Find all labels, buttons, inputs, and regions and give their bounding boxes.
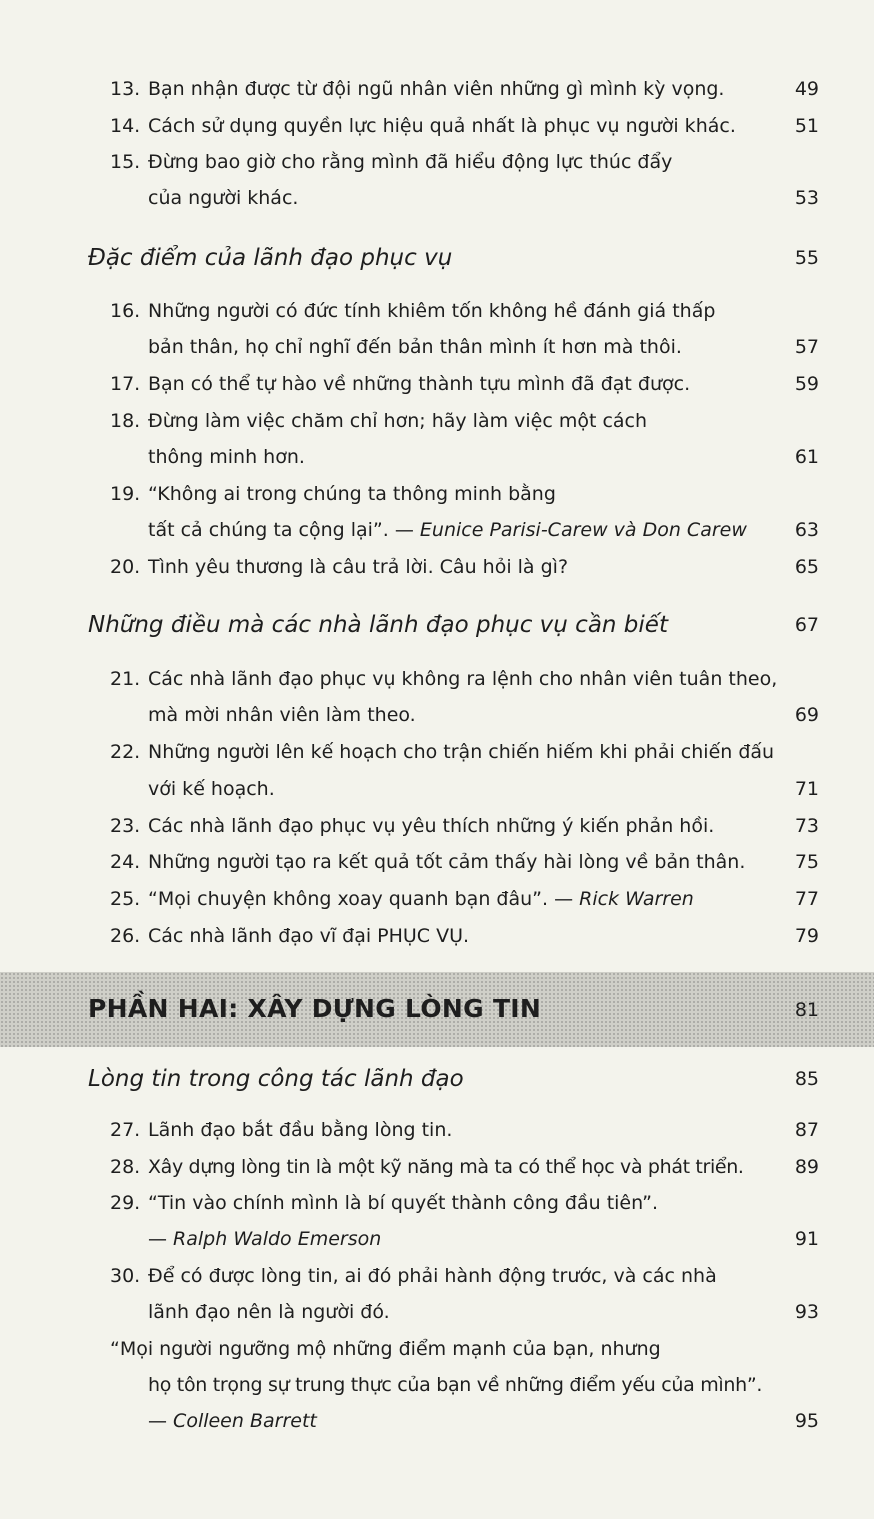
section-title: Lòng tin trong công tác lãnh đạo — [88, 1066, 464, 1092]
entry-page: 73 — [794, 815, 819, 837]
entry-text: Những người lên kế hoạch cho trận chiến hiếm khi phải chiến đấu — [148, 741, 775, 763]
toc-entry-22-cont — [0, 774, 874, 804]
entry-page: 51 — [794, 115, 819, 137]
entry-text: Bạn có thể tự hào về những thành tựu mình đã đạt được. — [148, 373, 691, 395]
entry-text: Xây dựng lòng tin là một kỹ năng mà ta có thể học và phát triển. — [148, 1156, 744, 1178]
entry-number: 23. — [110, 815, 141, 837]
section-title: Đặc điểm của lãnh đạo phục vụ — [88, 245, 453, 271]
entry-number: 19. — [110, 483, 141, 505]
toc-entry-25 — [0, 884, 874, 914]
toc-entry-18-cont — [0, 442, 874, 472]
quote-line-2: họ tôn trọng sự trung thực của bạn về những điểm yếu của mình”. — [148, 1374, 763, 1396]
entry-attribution: Rick Warren — [579, 888, 694, 910]
section-heading — [0, 608, 874, 642]
entry-text: “Tin vào chính mình là bí quyết thành công đầu tiên”. — [148, 1192, 659, 1214]
entry-text: Các nhà lãnh đạo phục vụ không ra lệnh cho nhân viên tuân theo, — [148, 668, 778, 690]
entry-text: Cách sử dụng quyền lực hiệu quả nhất là phục vụ người khác. — [148, 115, 736, 137]
entry-number: 27. — [110, 1119, 141, 1141]
entry-text: mà mời nhân viên làm theo. — [148, 704, 416, 726]
quote-attribution-line — [0, 1406, 874, 1436]
entry-text: “Không ai trong chúng ta thông minh bằng — [148, 483, 556, 505]
toc-entry-21 — [0, 664, 874, 694]
entry-number: 28. — [110, 1156, 141, 1178]
quote-dash: — — [148, 1410, 167, 1432]
entry-page: 91 — [794, 1228, 819, 1250]
entry-text: thông minh hơn. — [148, 446, 305, 468]
entry-text: lãnh đạo nên là người đó. — [148, 1301, 390, 1323]
toc-entry-14 — [0, 111, 874, 141]
entry-text: “Mọi chuyện không xoay quanh bạn đâu”. — — [148, 888, 574, 910]
entry-text: Đừng bao giờ cho rằng mình đã hiểu động lực thúc đẩy — [148, 151, 673, 173]
entry-page: 63 — [794, 519, 819, 541]
entry-text: bản thân, họ chỉ nghĩ đến bản thân mình ít hơn mà thôi. — [148, 336, 682, 358]
entry-number: 13. — [110, 78, 141, 100]
entry-page: 69 — [794, 704, 819, 726]
section-page: 67 — [794, 614, 819, 636]
toc-entry-30-cont — [0, 1297, 874, 1327]
toc-entry-18 — [0, 406, 874, 436]
section-title: Những điều mà các nhà lãnh đạo phục vụ cần biết — [88, 612, 668, 638]
entry-text: với kế hoạch. — [148, 778, 275, 800]
section-page: 85 — [794, 1068, 819, 1090]
entry-number: 16. — [110, 300, 141, 322]
entry-number: 20. — [110, 556, 141, 578]
toc-entry-19-cont — [0, 515, 874, 545]
section-page: 55 — [794, 247, 819, 269]
toc-entry-16-cont — [0, 332, 874, 362]
entry-text: Các nhà lãnh đạo phục vụ yêu thích những ý kiến phản hồi. — [148, 815, 715, 837]
toc-entry-13 — [0, 74, 874, 104]
toc-entry-27 — [0, 1115, 874, 1145]
entry-page: 79 — [794, 925, 819, 947]
entry-text: Bạn nhận được từ đội ngũ nhân viên những gì mình kỳ vọng. — [148, 78, 725, 100]
entry-page: 65 — [794, 556, 819, 578]
entry-text: của người khác. — [148, 187, 299, 209]
entry-text: tất cả chúng ta cộng lại”. — — [148, 519, 414, 541]
entry-number: 22. — [110, 741, 141, 763]
entry-page: 59 — [794, 373, 819, 395]
entry-text: Tình yêu thương là câu trả lời. Câu hỏi là gì? — [148, 556, 569, 578]
toc-entry-29 — [0, 1188, 874, 1218]
entry-page: 61 — [794, 446, 819, 468]
entry-text: Để có được lòng tin, ai đó phải hành động trước, và các nhà — [148, 1265, 717, 1287]
entry-page: 49 — [794, 78, 819, 100]
entry-attribution: Eunice Parisi-Carew và Don Carew — [419, 519, 747, 541]
entry-text: Những người có đức tính khiêm tốn không hề đánh giá thấp — [148, 300, 716, 322]
entry-number: 15. — [110, 151, 141, 173]
entry-number: 18. — [110, 410, 141, 432]
section-heading — [0, 1062, 874, 1096]
entry-page: 87 — [794, 1119, 819, 1141]
toc-entry-23 — [0, 811, 874, 841]
entry-dash: — — [148, 1228, 167, 1250]
section-heading — [0, 241, 874, 275]
toc-entry-16 — [0, 296, 874, 326]
entry-text: Lãnh đạo bắt đầu bằng lòng tin. — [148, 1119, 453, 1141]
toc-entry-15-cont — [0, 183, 874, 213]
part-title: PHẦN HAI: XÂY DỰNG LÒNG TIN — [88, 994, 542, 1023]
toc-entry-24 — [0, 847, 874, 877]
entry-number: 21. — [110, 668, 141, 690]
toc-entry-22 — [0, 737, 874, 767]
quote-attribution: Colleen Barrett — [173, 1410, 317, 1432]
entry-text: Đừng làm việc chăm chỉ hơn; hãy làm việc một cách — [148, 410, 648, 432]
entry-number: 30. — [110, 1265, 141, 1287]
entry-number: 17. — [110, 373, 141, 395]
toc-entry-26 — [0, 921, 874, 951]
entry-page: 53 — [794, 187, 819, 209]
entry-page: 89 — [794, 1156, 819, 1178]
quote-line-1: “Mọi người ngưỡng mộ những điểm mạnh của bạn, nhưng — [110, 1338, 661, 1360]
entry-number: 26. — [110, 925, 141, 947]
entry-number: 29. — [110, 1192, 141, 1214]
entry-text: Những người tạo ra kết quả tốt cảm thấy hài lòng về bản thân. — [148, 851, 746, 873]
entry-number: 24. — [110, 851, 141, 873]
entry-page: 75 — [794, 851, 819, 873]
entry-page: 57 — [794, 336, 819, 358]
toc-entry-28 — [0, 1152, 874, 1182]
toc-entry-30 — [0, 1261, 874, 1291]
toc-entry-29-cont — [0, 1224, 874, 1254]
toc-entry-21-cont — [0, 700, 874, 730]
toc-entry-17 — [0, 369, 874, 399]
toc-entry-15 — [0, 147, 874, 177]
toc-entry-19 — [0, 479, 874, 509]
toc-entry-20 — [0, 552, 874, 582]
entry-page: 77 — [794, 888, 819, 910]
entry-number: 14. — [110, 115, 141, 137]
entry-text: Các nhà lãnh đạo vĩ đại PHỤC VỤ. — [148, 925, 470, 947]
quote-page: 95 — [794, 1410, 819, 1432]
entry-page: 71 — [794, 778, 819, 800]
entry-page: 93 — [794, 1301, 819, 1323]
part-page: 81 — [794, 999, 819, 1021]
entry-attribution: Ralph Waldo Emerson — [173, 1228, 382, 1250]
entry-number: 25. — [110, 888, 141, 910]
